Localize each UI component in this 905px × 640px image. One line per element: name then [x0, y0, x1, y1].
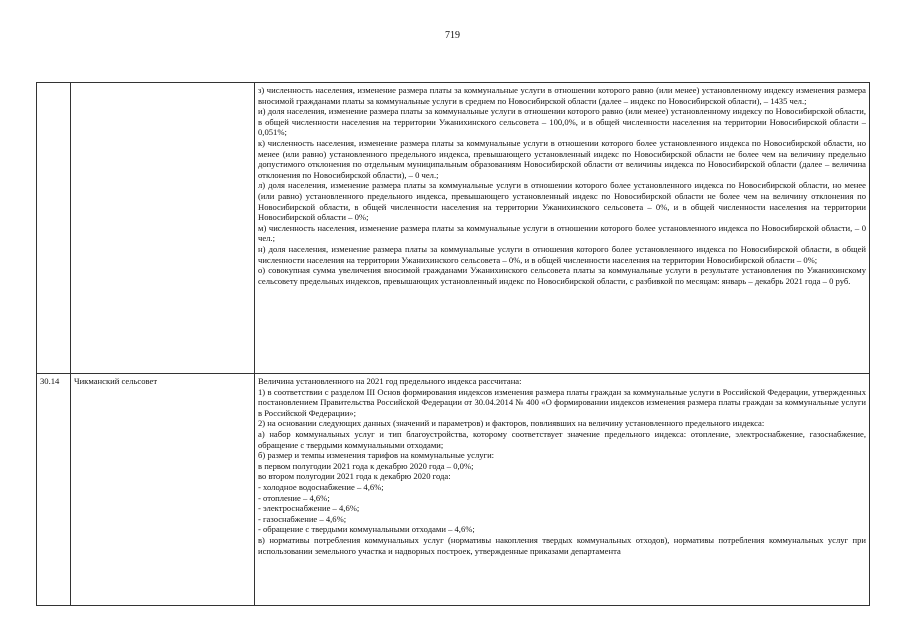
row-number-cell: 30.14 — [37, 374, 71, 606]
paragraph: б) размер и темпы изменения тарифов на коммунальные услуги: — [258, 450, 495, 461]
paragraph: о) совокупная сумма увеличения вносимой гражданами Ужанихинского сельсовета платы за коммунальные услуги в результате установления по Ужанихинскому сельсовету предельных индексов, превышающих установленный индекс по Новосибирской области, с разбивкой по месяцам: январь – декабрь 2021 года – 0 руб. — [258, 265, 866, 286]
municipality-name-cell — [71, 83, 255, 374]
paragraph: в первом полугодии 2021 года к декабрю 2020 года – 0,0%; — [258, 460, 474, 471]
municipality-name-cell: Чикманский сельсовет — [71, 374, 255, 606]
paragraph: л) доля населения, изменение размера платы за коммунальные услуги в отношении которого более установленного индекса по Новосибирской области, но менее (или равно) установленного предельного индекса, превышающего установленный индекс по Новосибирской области не более чем на величину отклонения по Новосибирской области, в общей численности населения на территории Ужанихинского сельсовета – 0%, и в общей численности населения на территории Новосибирской области – 0%; — [258, 180, 866, 223]
paragraph: - обращение с твердыми коммунальными отходами – 4,6%; — [258, 524, 475, 535]
paragraph: и) доля населения, изменение размера платы за коммунальные услуги в отношении которого равно (или менее) установленному индексу по Новосибирской области, в общей численности населения на территории Ужанихинского сельсовета – 100,0%, и в общей численности населения на территории Новосибирской области – 0,051%; — [258, 106, 866, 138]
paragraph: - электроснабжение – 4,6%; — [258, 503, 360, 514]
paragraph: - холодное водоснабжение – 4,6%; — [258, 481, 384, 492]
paragraph: в) нормативы потребления коммунальных услуг (нормативы накопления твердых коммунальных отходов), нормативы потребления коммунальных услуг при использовании земельного участка и надворных построек, утвержденные приказами департамента — [258, 534, 866, 556]
page-number: 719 — [445, 30, 460, 41]
paragraph: 1) в соответствии с разделом III Основ формирования индексов изменения размера платы граждан за коммунальные услуги в Российской Федерации, утвержденных постановлением Правительства Российской Федерации от 30.04.2014 № 400 «О формировании индексов изменения размера платы граждан за коммунальные услуги в Российской Федерации»; — [258, 386, 866, 418]
table-row — [37, 374, 870, 606]
description-cell — [255, 374, 870, 606]
paragraph: Величина установленного на 2021 год предельного индекса рассчитана: — [258, 376, 522, 386]
description-text — [258, 85, 866, 371]
paragraph: - отопление – 4,6%; — [258, 492, 330, 503]
paragraph: во втором полугодии 2021 года к декабрю 2020 года: — [258, 471, 451, 482]
table-row — [37, 83, 870, 374]
paragraph: м) численность населения, изменение размера платы за коммунальные услуги в отношении которого более установленного индекса по Новосибирской области, – 0 чел.; — [258, 222, 866, 244]
paragraph: а) набор коммунальных услуг и тип благоустройства, которому соответствует значение предельного индекса: отопление, электроснабжение, газоснабжение, обращение с твердыми коммунальными отходами; — [258, 428, 866, 450]
document-table — [36, 82, 870, 606]
description-cell — [255, 83, 870, 374]
description-text — [258, 376, 866, 603]
paragraph: 2) на основании следующих данных (значений и параметров) и факторов, повлиявших на величину установленного предельного индекса: — [258, 418, 765, 429]
paragraph: к) численность населения, изменение размера платы за коммунальные услуги в отношении которого более установленного индекса по Новосибирской области, но менее (или равно) установленного предельного индекса, превышающего установленный индекс по Новосибирской области не более чем на величину предельно допустимого отклонения по отдельным муниципальным образованиям Новосибирской области от величины индекса по Новосибирской области (далее – величина отклонения по Новосибирской области), – 0 чел.; — [258, 137, 866, 180]
paragraph: н) доля населения, изменение размера платы за коммунальные услуги в отношения которого более установленного индекса по Новосибирской области, в общей численности населения на территории Ужанихинского сельсовета – 0%, и в общей численности населения на территории Новосибирской области – 0%; — [258, 243, 866, 265]
paragraph: з) численность населения, изменение размера платы за коммунальные услуги в отношении которого равно (или менее) установленному индексу изменения размера вносимой гражданами платы за коммунальные услуги в среднем по Новосибирской области (далее – индекс по Новосибирской области), – 1435 чел.; — [258, 85, 866, 106]
paragraph: - газоснабжение – 4,6%; — [258, 513, 347, 524]
row-number-cell — [37, 83, 71, 374]
